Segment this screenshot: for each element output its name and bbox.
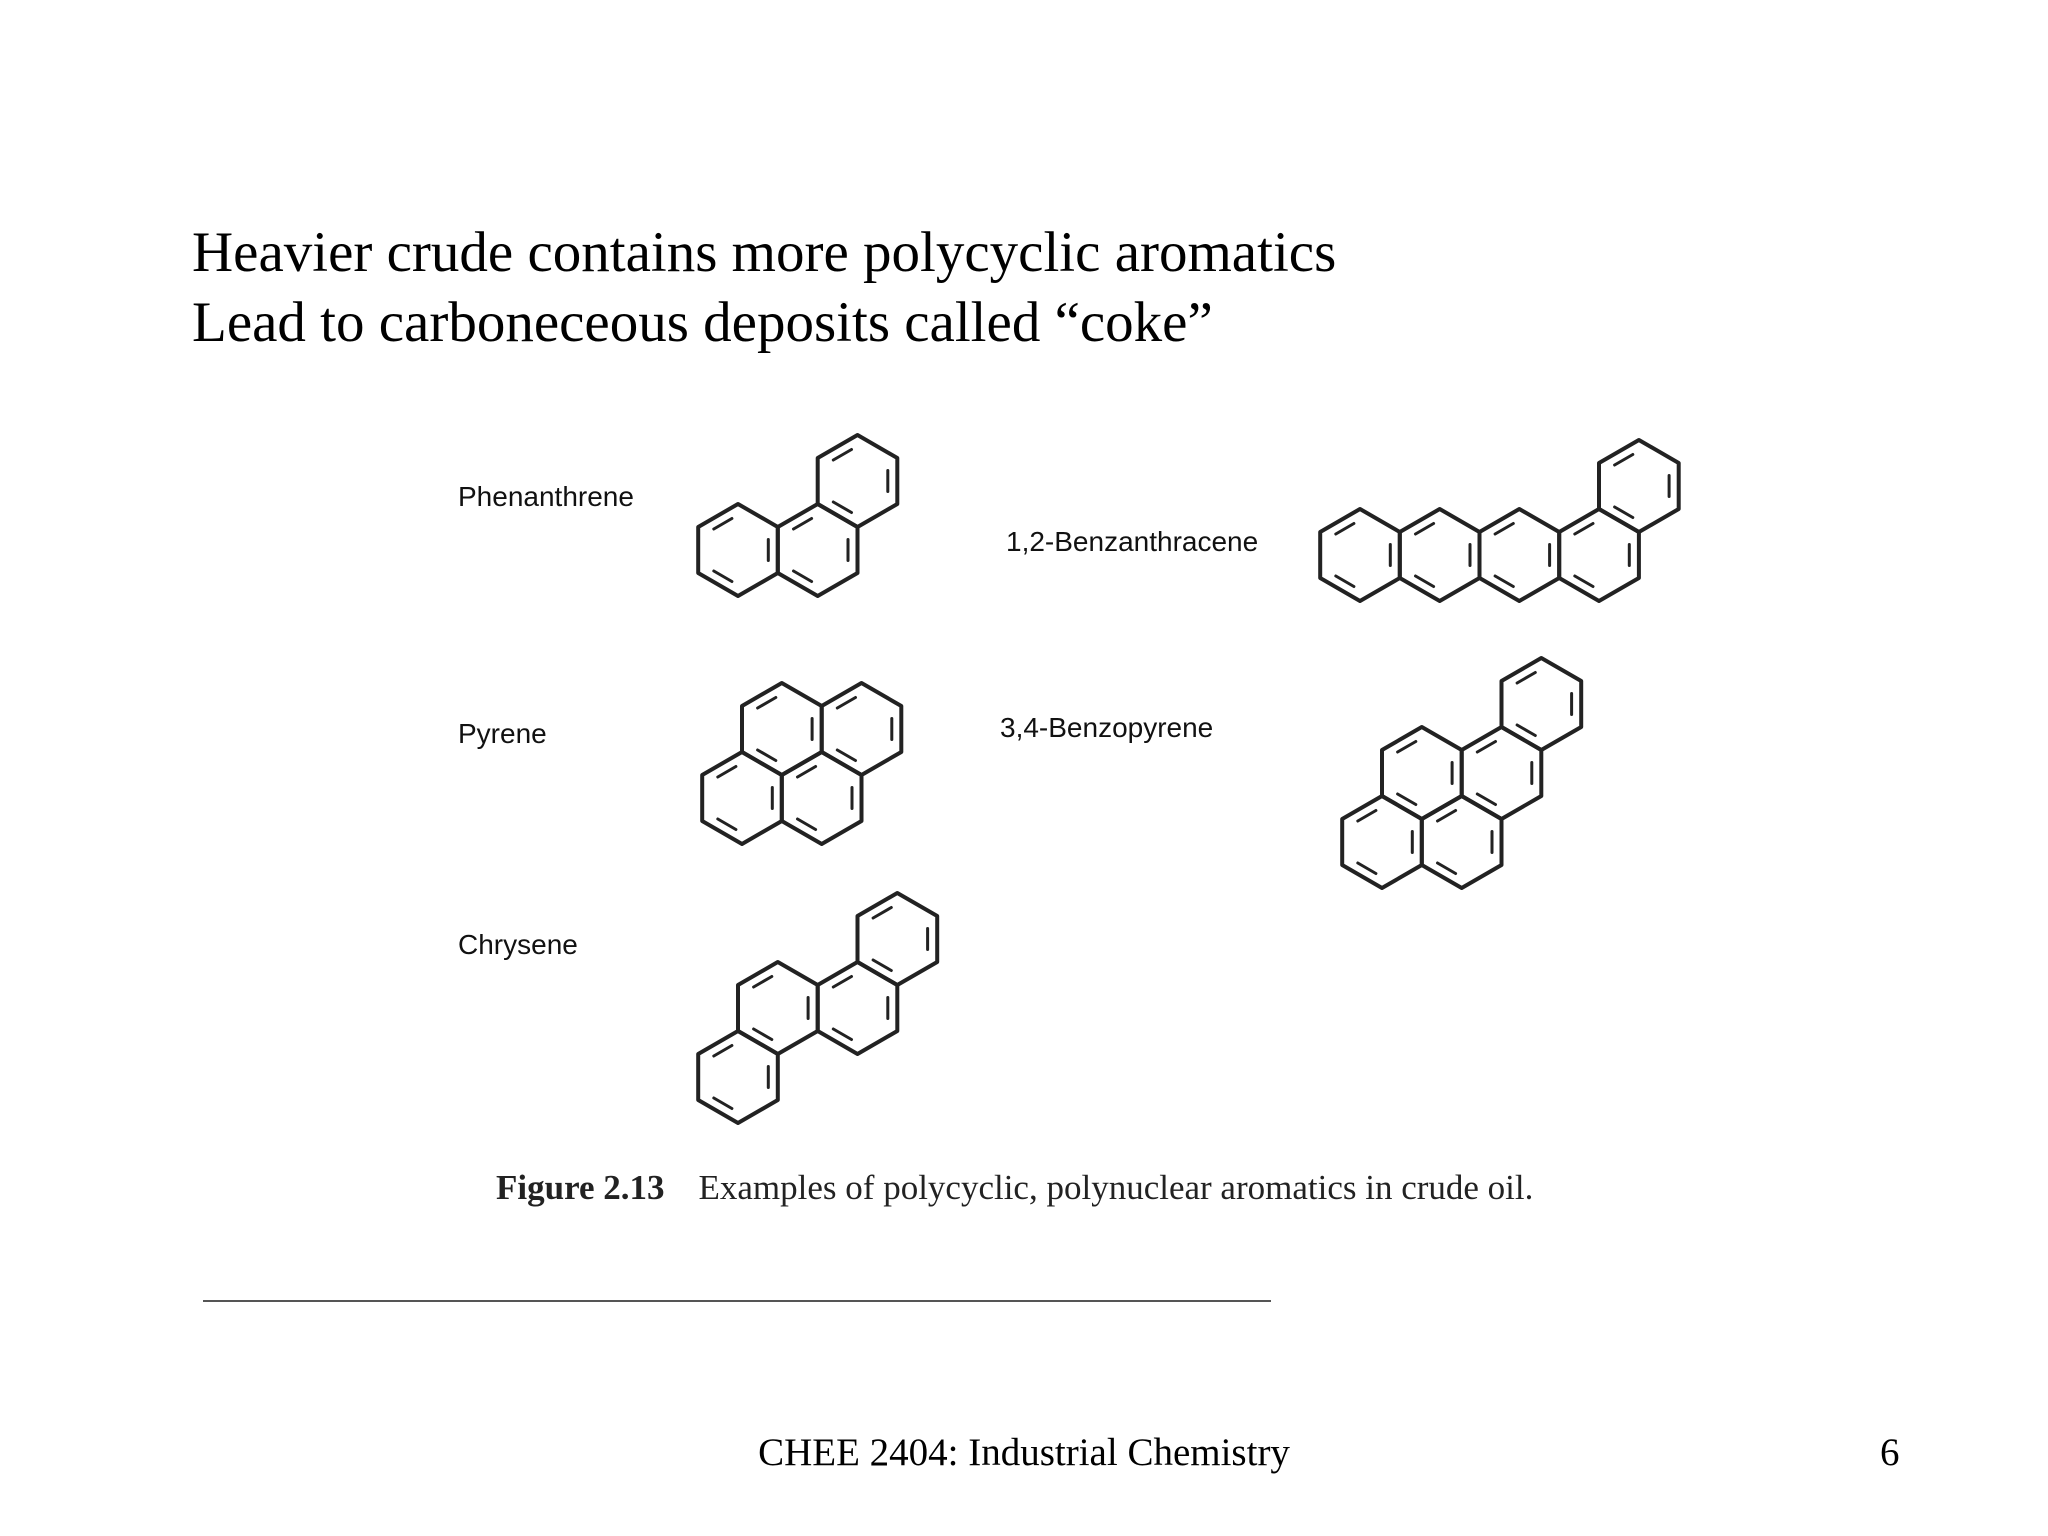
benzanthracene-double-bond [1416,524,1434,535]
figure-caption-text: Examples of polycyclic, polynuclear aromatics in crude oil. [698,1168,1534,1207]
phenanthrene-double-bond [794,519,812,530]
chrysene-ring [738,962,818,1054]
benzanthracene-double-bond [1495,576,1513,587]
phenanthrene-double-bond [714,519,732,530]
chrysene-double-bond [833,1029,851,1040]
figure-number: Figure 2.13 [496,1168,665,1207]
benzanthracene-double-bond [1615,455,1633,466]
phenanthrene-double-bond [833,450,851,461]
label-benzanthracene: 1,2-Benzanthracene [1006,526,1259,557]
benzopyrene-double-bond [1438,811,1456,822]
footer-course: CHEE 2404: Industrial Chemistry [758,1431,1290,1474]
figure-caption [496,1168,1533,1208]
chrysene-double-bond [714,1046,732,1057]
phenanthrene-double-bond [794,571,812,582]
heading-line-2: Lead to carboneceous deposits called “coke” [192,291,1213,354]
pyrene-double-bond [798,819,816,830]
benzanthracene-double-bond [1336,524,1354,535]
chrysene-double-bond [754,1029,772,1040]
pyrene-double-bond [798,767,816,778]
benzopyrene-double-bond [1477,742,1495,753]
chrysene-double-bond [873,960,891,971]
benzopyrene-double-bond [1517,725,1535,736]
benzopyrene-ring [1502,658,1582,750]
pyrene-ring [822,683,902,775]
benzanthracene-double-bond [1336,576,1354,587]
pyrene-ring [742,683,822,775]
heading-line-1: Heavier crude contains more polycyclic aromatics [192,221,1337,284]
benzanthracene-double-bond [1495,524,1513,535]
chrysene-double-bond [873,908,891,919]
divider-line [203,1300,1271,1302]
benzopyrene-double-bond [1477,794,1495,805]
pyrene-double-bond [758,698,776,709]
label-chrysene: Chrysene [458,929,578,960]
benzanthracene-double-bond [1416,576,1434,587]
benzanthracene-ring [1320,509,1400,601]
benzanthracene-double-bond [1575,524,1593,535]
phenanthrene-double-bond [833,502,851,513]
pyrene-double-bond [758,750,776,761]
benzopyrene-double-bond [1517,673,1535,684]
benzanthracene-ring [1599,440,1679,532]
label-phenanthrene: Phenanthrene [458,481,634,512]
pyrene-double-bond [718,767,736,778]
pyrene-double-bond [837,750,855,761]
label-pyrene: Pyrene [458,718,547,749]
chrysene-ring [858,893,938,985]
benzopyrene-double-bond [1438,863,1456,874]
benzanthracene-ring [1480,509,1560,601]
chrysene-double-bond [833,977,851,988]
benzopyrene-double-bond [1358,811,1376,822]
label-benzopyrene: 3,4-Benzopyrene [1000,712,1214,743]
benzopyrene-ring [1382,727,1462,819]
benzopyrene-double-bond [1398,794,1416,805]
pyrene-double-bond [837,698,855,709]
benzanthracene-ring [1400,509,1480,601]
pyrene-double-bond [718,819,736,830]
chrysene-double-bond [714,1098,732,1109]
benzopyrene-double-bond [1358,863,1376,874]
phenanthrene-ring [698,504,778,596]
benzanthracene-double-bond [1615,507,1633,518]
benzanthracene-double-bond [1575,576,1593,587]
benzopyrene-double-bond [1398,742,1416,753]
benzanthracene-ring [1559,509,1639,601]
chrysene-double-bond [754,977,772,988]
phenanthrene-double-bond [714,571,732,582]
page-number: 6 [1880,1431,1900,1474]
phenanthrene-ring [818,435,898,527]
